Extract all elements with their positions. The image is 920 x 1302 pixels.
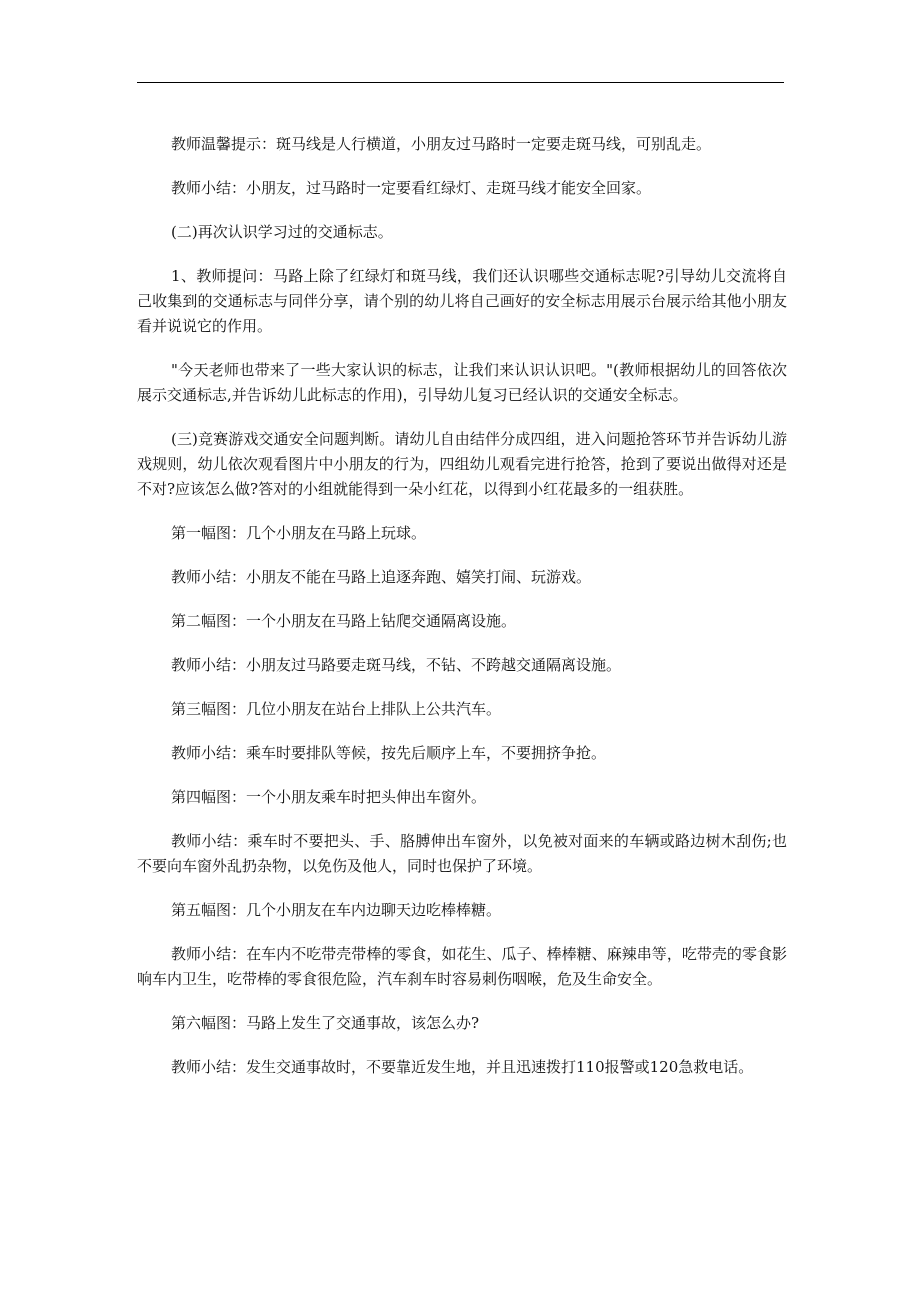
paragraph-14: 教师小结：乘车时不要把头、手、胳膊伸出车窗外，以免被对面来的车辆或路边树木刮伤;也不要向车窗外乱扔杂物，以免伤及他人，同时也保护了环境。 (137, 832, 787, 875)
paragraph-4: 1、教师提问：马路上除了红绿灯和斑马线，我们还认识哪些交通标志呢?引导幼儿交流将自己收集到的交通标志与同伴分享，请个别的幼儿将自己画好的安全标志用展示台展示给其他小朋友看并说说它的作用。 (137, 267, 787, 335)
paragraph-5: "今天老师也带来了一些大家认识的标志，让我们来认识认识吧。"(教师根据幼儿的回答依次展示交通标志,并告诉幼儿此标志的作用)，引导幼儿复习已经认识的交通安全标志。 (137, 361, 787, 404)
paragraph-1: 教师温馨提示：斑马线是人行横道，小朋友过马路时一定要走斑马线，可别乱走。 (171, 135, 712, 153)
paragraph-10: 教师小结：小朋友过马路要走斑马线，不钻、不跨越交通隔离设施。 (171, 656, 622, 674)
paragraph-7: 第一幅图：几个小朋友在马路上玩球。 (171, 524, 427, 542)
paragraph-17: 第六幅图：马路上发生了交通事故，该怎么办? (171, 1014, 480, 1032)
header-rule (137, 82, 784, 83)
paragraph-3: (二)再次认识学习过的交通标志。 (171, 223, 393, 241)
paragraph-18: 教师小结：发生交通事故时，不要靠近发生地，并且迅速拨打110报警或120急救电话。 (171, 1058, 754, 1076)
document-body (137, 132, 787, 1099)
paragraph-16: 教师小结：在车内不吃带壳带棒的零食，如花生、瓜子、棒棒糖、麻辣串等，吃带壳的零食影响车内卫生，吃带棒的零食很危险，汽车刹车时容易刺伤咽喉，危及生命安全。 (137, 945, 787, 988)
paragraph-8: 教师小结：小朋友不能在马路上追逐奔跑、嬉笑打闹、玩游戏。 (171, 568, 592, 586)
paragraph-12: 教师小结：乘车时要排队等候，按先后顺序上车，不要拥挤争抢。 (171, 744, 607, 762)
paragraph-2: 教师小结：小朋友，过马路时一定要看红绿灯、走斑马线才能安全回家。 (171, 179, 652, 197)
paragraph-15: 第五幅图：几个小朋友在车内边聊天边吃棒棒糖。 (171, 901, 502, 919)
paragraph-6: (三)竞赛游戏交通安全问题判断。请幼儿自由结伴分成四组，进入问题抢答环节并告诉幼儿游戏规则，幼儿依次观看图片中小朋友的行为，四组幼儿观看完进行抢答，抢到了要说出做得对还是不对?应该怎么做?答对的小组就能得到一朵小红花，以得到小红花最多的一组获胜。 (137, 430, 787, 498)
paragraph-9: 第二幅图：一个小朋友在马路上钻爬交通隔离设施。 (171, 612, 517, 630)
paragraph-11: 第三幅图：几位小朋友在站台上排队上公共汽车。 (171, 700, 502, 718)
paragraph-13: 第四幅图：一个小朋友乘车时把头伸出车窗外。 (171, 788, 487, 806)
